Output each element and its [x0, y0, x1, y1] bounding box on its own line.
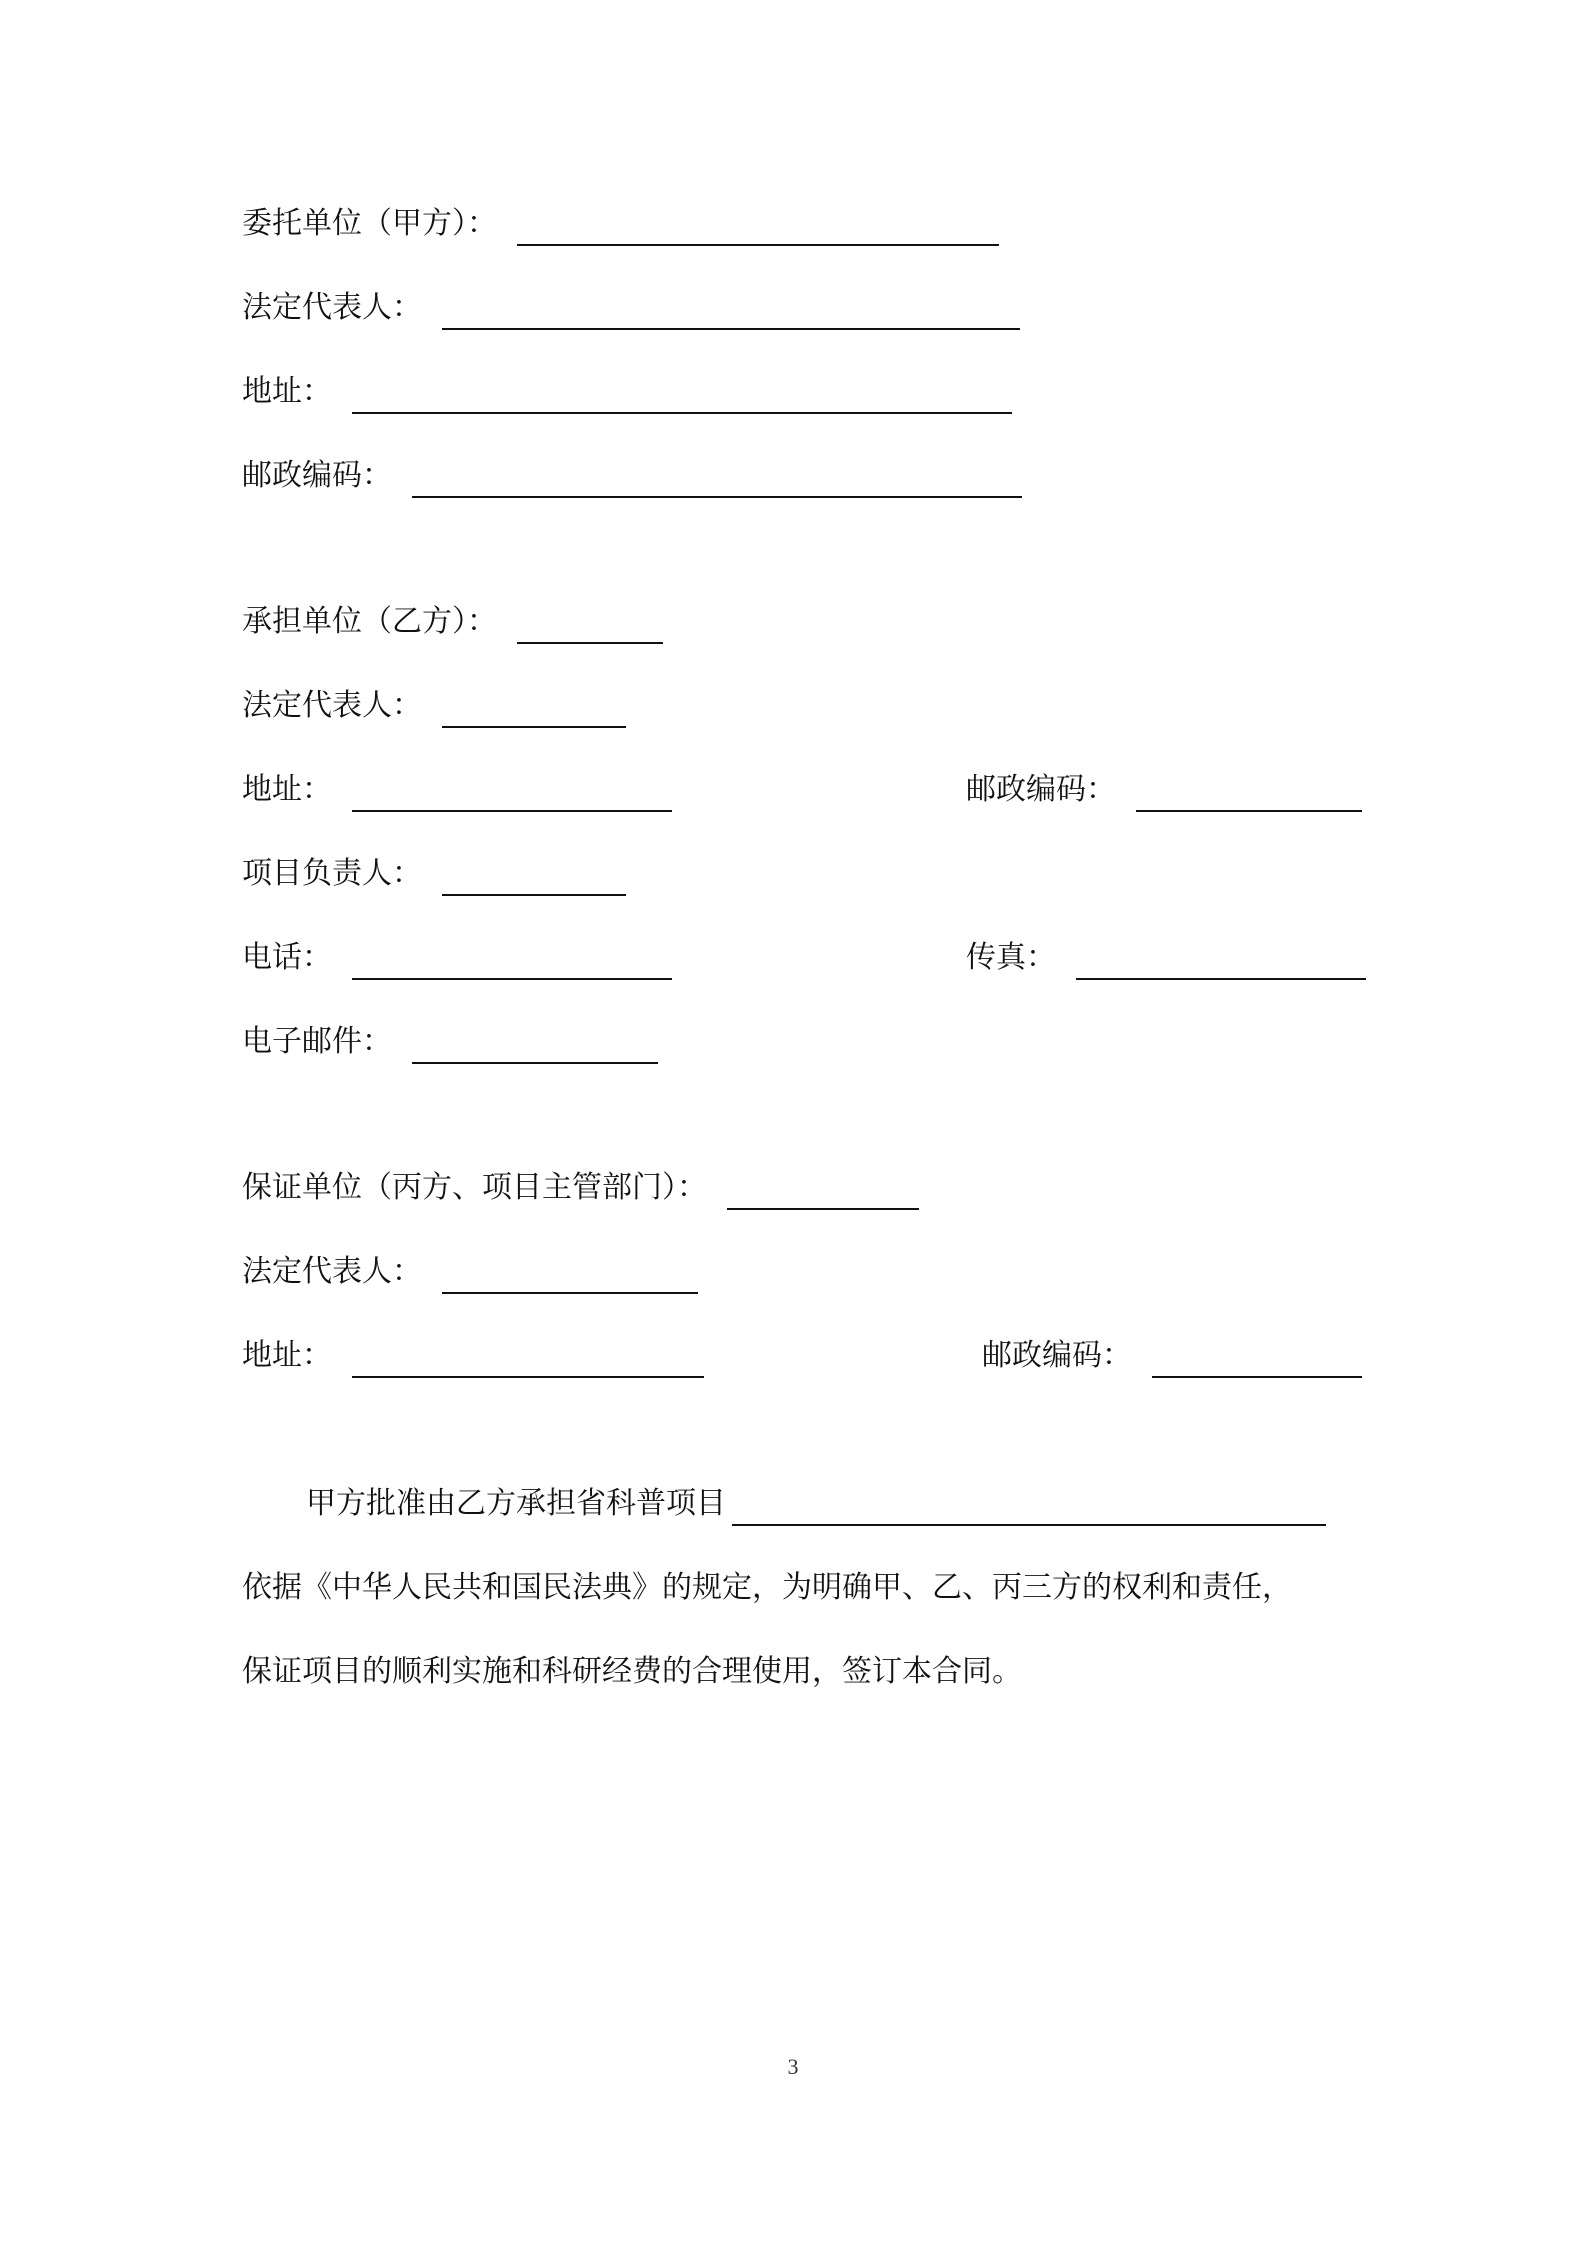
party-b-rep-blank[interactable]	[442, 690, 626, 728]
party-a-unit-blank[interactable]	[517, 208, 999, 246]
party-b-email-row	[242, 1024, 658, 1064]
party-c-unit-row	[242, 1170, 919, 1210]
party-b-email-label: 电子邮件：	[242, 1024, 392, 1059]
party-a-address-row	[242, 374, 1012, 414]
party-c-rep-row	[242, 1254, 698, 1294]
party-b-leader-row	[242, 856, 626, 896]
party-a-address-label: 地址：	[242, 374, 332, 409]
party-c-address-blank[interactable]	[352, 1340, 704, 1378]
party-b-address-row	[242, 772, 672, 812]
preamble-line-1-text: 甲方批准由乙方承担省科普项目	[306, 1486, 726, 1521]
party-c-unit-blank[interactable]	[727, 1172, 919, 1210]
preamble-line-2: 依据《中华人民共和国民法典》的规定，为明确甲、乙、丙三方的权利和责任，	[242, 1570, 1292, 1605]
party-c-unit-label: 保证单位（丙方、项目主管部门）：	[242, 1170, 707, 1205]
party-b-phone-blank[interactable]	[352, 942, 672, 980]
party-b-fax-row	[966, 940, 1366, 980]
party-a-unit-row	[242, 206, 999, 246]
party-b-fax-blank[interactable]	[1076, 942, 1366, 980]
party-a-rep-blank[interactable]	[442, 292, 1020, 330]
party-b-address-label: 地址：	[242, 772, 332, 807]
project-name-blank[interactable]	[732, 1488, 1326, 1526]
party-c-postcode-label: 邮政编码：	[982, 1338, 1132, 1373]
party-a-postcode-blank[interactable]	[412, 460, 1022, 498]
party-b-fax-label: 传真：	[966, 940, 1056, 975]
party-b-postcode-label: 邮政编码：	[966, 772, 1116, 807]
party-b-unit-blank[interactable]	[517, 606, 663, 644]
party-c-address-row	[242, 1338, 704, 1378]
party-a-address-blank[interactable]	[352, 376, 1012, 414]
party-b-address-blank[interactable]	[352, 774, 672, 812]
party-b-postcode-row	[966, 772, 1362, 812]
party-c-postcode-blank[interactable]	[1152, 1340, 1362, 1378]
preamble-line-1	[306, 1486, 1326, 1526]
party-b-phone-row	[242, 940, 672, 980]
party-a-rep-label: 法定代表人：	[242, 290, 422, 325]
party-c-rep-label: 法定代表人：	[242, 1254, 422, 1289]
party-b-email-blank[interactable]	[412, 1026, 658, 1064]
party-c-address-label: 地址：	[242, 1338, 332, 1373]
party-b-rep-row	[242, 688, 626, 728]
party-a-postcode-label: 邮政编码：	[242, 458, 392, 493]
preamble-line-3: 保证项目的顺利实施和科研经费的合理使用，签订本合同。	[242, 1654, 1022, 1689]
party-a-postcode-row	[242, 458, 1022, 498]
party-b-rep-label: 法定代表人：	[242, 688, 422, 723]
party-b-postcode-blank[interactable]	[1136, 774, 1362, 812]
party-b-leader-blank[interactable]	[442, 858, 626, 896]
party-c-postcode-row	[982, 1338, 1362, 1378]
party-b-leader-label: 项目负责人：	[242, 856, 422, 891]
party-b-phone-label: 电话：	[242, 940, 332, 975]
party-a-unit-label: 委托单位（甲方）：	[242, 206, 497, 241]
party-a-rep-row	[242, 290, 1020, 330]
page-number: 3	[787, 2054, 799, 2079]
party-c-rep-blank[interactable]	[442, 1256, 698, 1294]
party-b-unit-label: 承担单位（乙方）：	[242, 604, 497, 639]
party-b-unit-row	[242, 604, 663, 644]
